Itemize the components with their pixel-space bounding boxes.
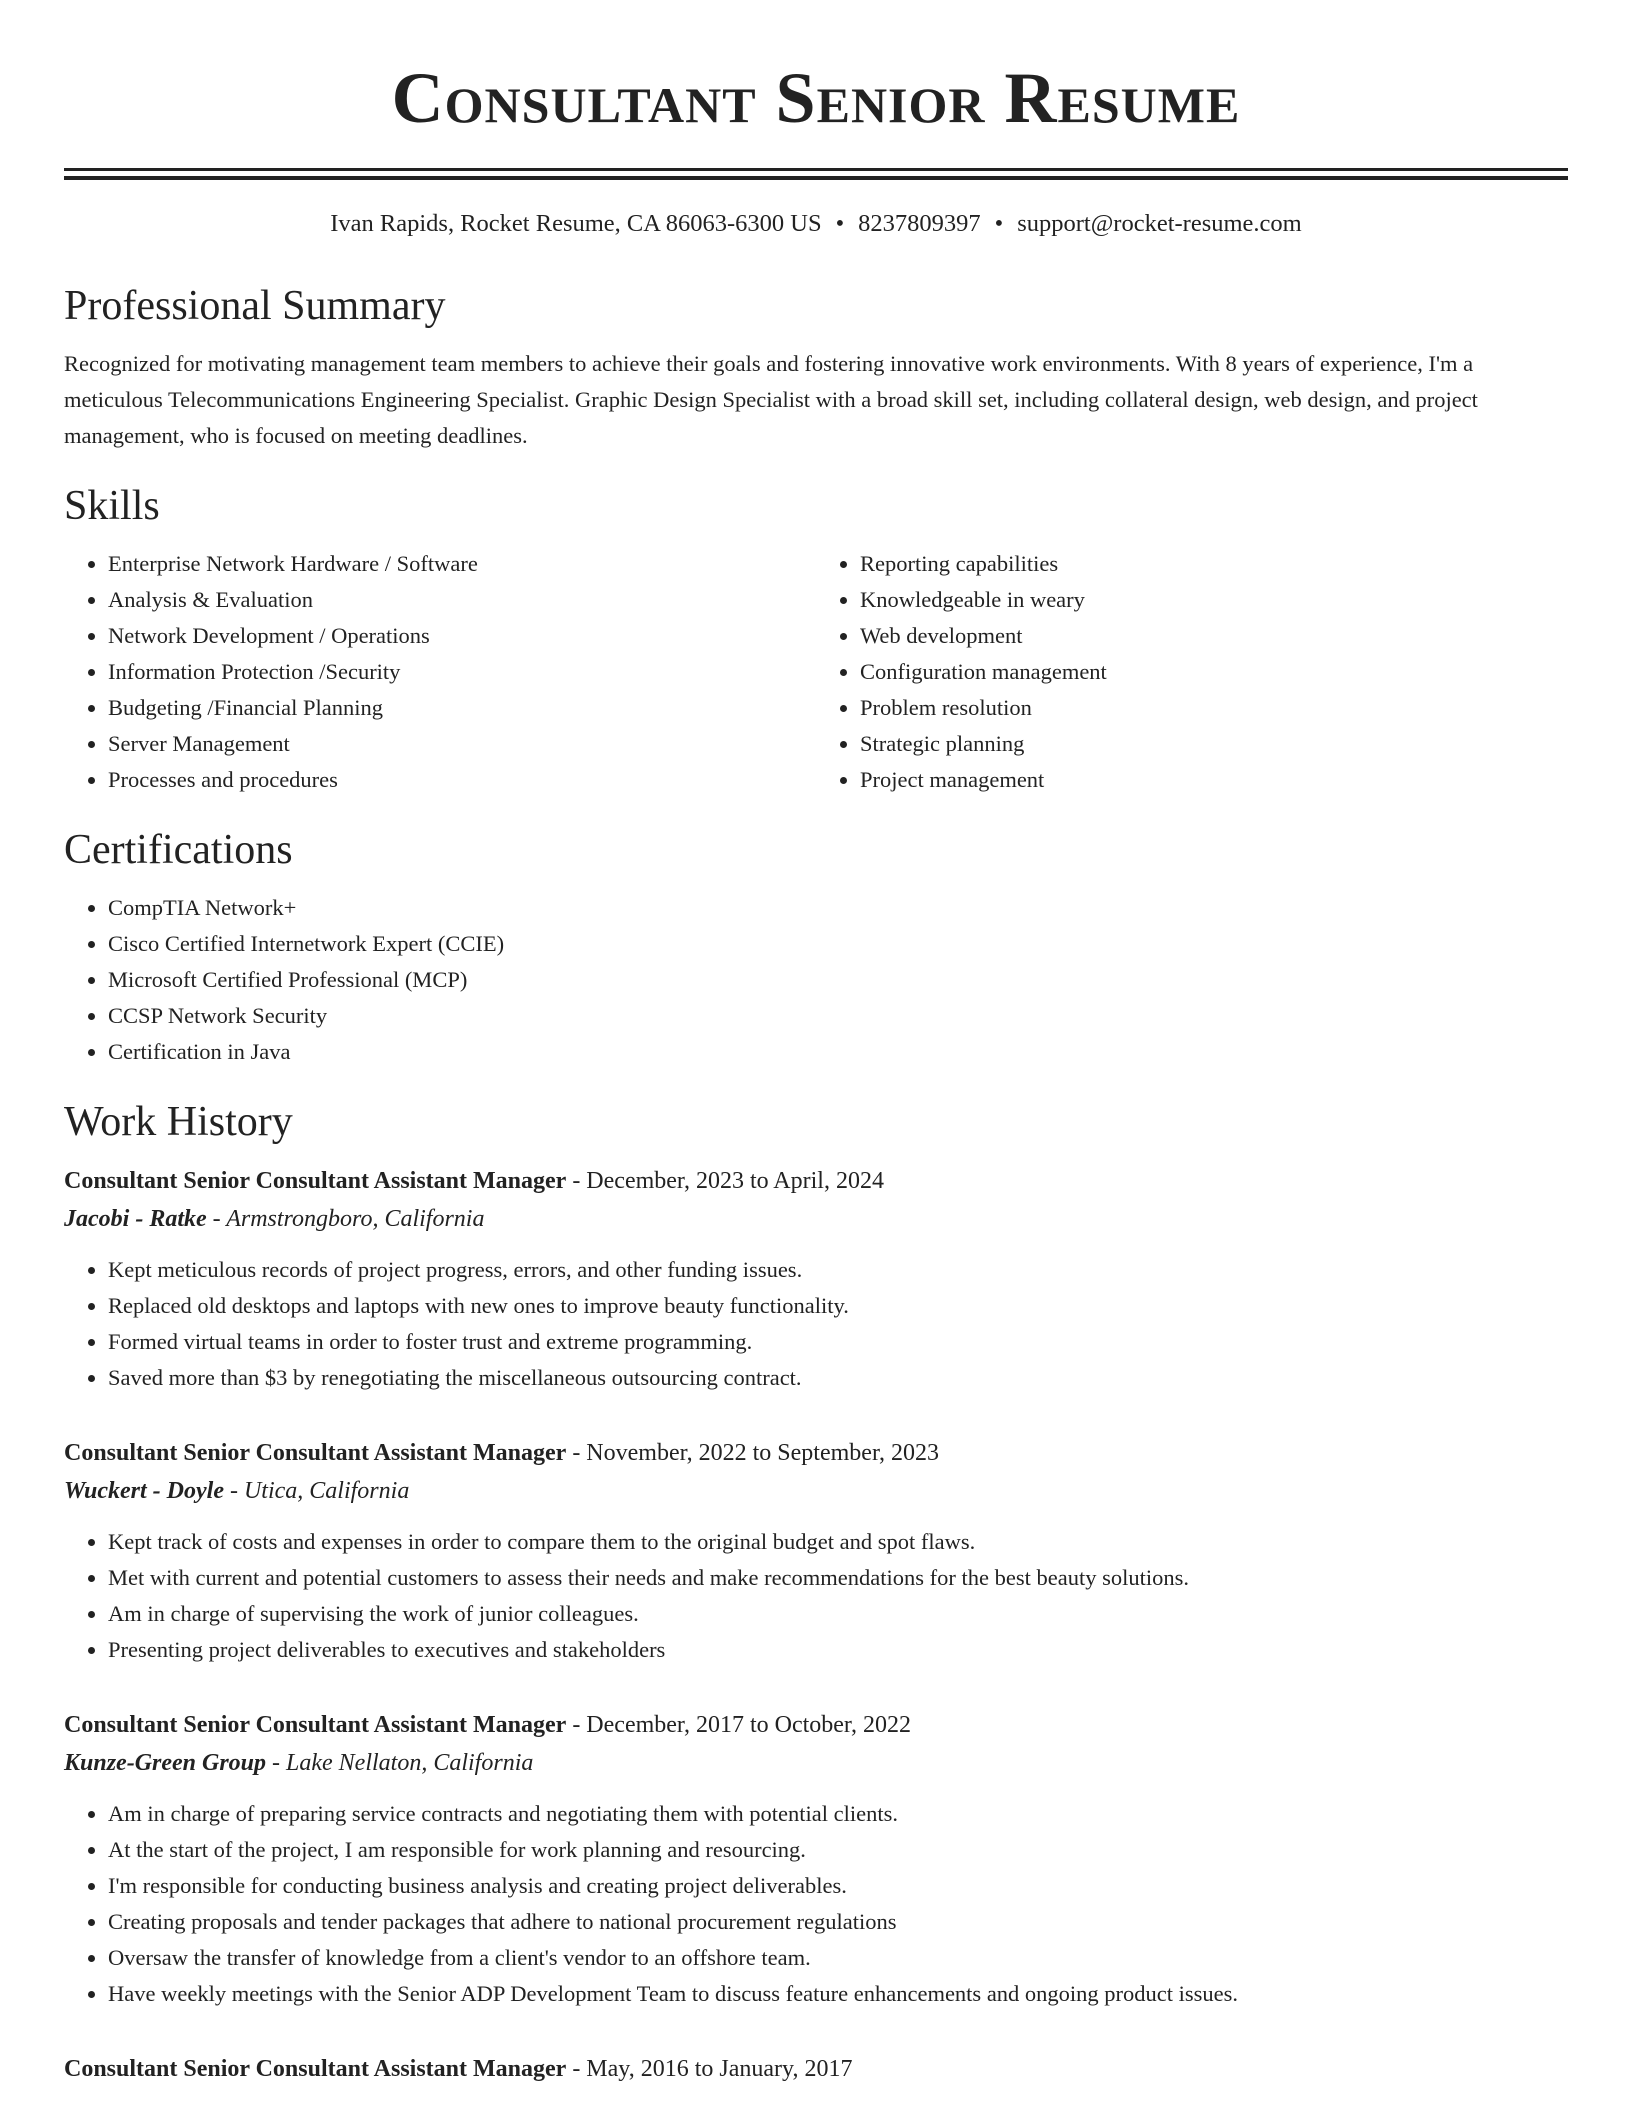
job-bullet: • Oversaw the transfer of knowledge from a client's vendor to an offshore team. [108,1940,1568,1976]
contact-separator: • [835,210,845,237]
job-location: - Lake Nellaton, California [266,1750,534,1776]
job-company: Wuckert - Doyle [64,1478,224,1504]
skills-section [64,480,1568,798]
skill-item: • Processes and procedures [108,762,816,798]
certification-item: • CompTIA Network+ [108,890,1568,926]
job-bullet: • At the start of the project, I am responsible for work planning and resourcing. [108,1832,1568,1868]
summary-text: Recognized for motivating management team members to achieve their goals and fostering innovative work environments. With 8 years of experience, I'm a meticulous Telecommunications Engineering Specialist. Graphic Design Specialist with a broad skill set, including collateral design, web design, and project management, who is focused on meeting deadlines. [64,351,1478,448]
job-title-line [64,1706,1568,1744]
job-location: - Armstrongboro, California [206,1206,485,1232]
job-bullet: • Am in charge of supervising the work of junior colleagues. [108,1596,1568,1632]
job-dates: - December, 2023 to April, 2024 [566,1168,884,1194]
job-entry [64,1706,1568,2012]
summary-section [64,280,1568,454]
work-history-heading: Work History [64,1099,293,1145]
job-bullet: • I'm responsible for conducting business analysis and creating project deliverables. [108,1868,1568,1904]
job-role: Consultant Senior Consultant Assistant Manager [64,1440,567,1466]
certification-item: • Cisco Certified Internetwork Expert (CCIE) [108,926,1568,962]
skill-item: • Network Development / Operations [108,618,816,654]
job-bullet: • Have weekly meetings with the Senior ADP Development Team to discuss feature enhancements and ongoing product issues. [108,1976,1568,2012]
job-entry [64,1434,1568,1668]
skill-item: • Strategic planning [860,726,1568,762]
job-dates: - December, 2017 to October, 2022 [566,1712,911,1738]
skill-item: • Web development [860,618,1568,654]
contact-phone: 8237809397 [858,210,981,237]
certification-item: • Certification in Java [108,1034,1568,1070]
job-bullet: • Replaced old desktops and laptops with new ones to improve beauty functionality. [108,1288,1568,1324]
job-company-line [64,1200,1568,1238]
job-bullet: • Saved more than $3 by renegotiating the miscellaneous outsourcing contract. [108,1360,1568,1396]
resume-page [64,0,1568,2088]
job-location: - Utica, California [223,1478,410,1504]
job-bullets [64,1796,1568,2012]
job-bullet: • Met with current and potential customers to assess their needs and make recommendations for the best beauty solutions. [108,1560,1568,1596]
job-title-line [64,1162,1568,1200]
job-dates: - May, 2016 to January, 2017 [566,2056,853,2082]
skill-item: • Knowledgeable in weary [860,582,1568,618]
skill-item: • Enterprise Network Hardware / Software [108,546,816,582]
title-double-rule [64,168,1568,180]
job-company: Kunze-Green Group [64,1750,267,1776]
work-history-section [64,1096,1568,2088]
job-dates: - November, 2022 to September, 2023 [566,1440,939,1466]
skill-item: • Server Management [108,726,816,762]
certifications-list [64,890,1568,1070]
skill-item: • Analysis & Evaluation [108,582,816,618]
certifications-heading: Certifications [64,827,293,873]
summary-heading: Professional Summary [64,283,446,329]
job-entry [64,1162,1568,1396]
job-bullets [64,1524,1568,1668]
skills-list-left [64,546,816,798]
job-role: Consultant Senior Consultant Assistant Manager [64,1712,567,1738]
resume-title: Consultant Senior Resume [391,58,1241,138]
job-role: Consultant Senior Consultant Assistant Manager [64,1168,567,1194]
skills-columns [64,546,1568,798]
job-title-line [64,2050,1568,2088]
skill-item: • Configuration management [860,654,1568,690]
job-bullet: • Creating proposals and tender packages that adhere to national procurement regulations [108,1904,1568,1940]
skill-item: • Budgeting /Financial Planning [108,690,816,726]
skill-item: • Problem resolution [860,690,1568,726]
contact-separator: • [994,210,1004,237]
job-company: Jacobi - Ratke [64,1206,207,1232]
contact-line [64,208,1568,240]
skill-item: • Information Protection /Security [108,654,816,690]
job-company-line [64,1744,1568,1782]
job-company-line [64,1472,1568,1510]
job-bullet: • Kept meticulous records of project progress, errors, and other funding issues. [108,1252,1568,1288]
contact-email[interactable]: support@rocket-resume.com [1017,210,1302,237]
job-bullets [64,1252,1568,1396]
job-title-line [64,1434,1568,1472]
certification-item: • CCSP Network Security [108,998,1568,1034]
job-bullet: • Am in charge of preparing service contracts and negotiating them with potential clients. [108,1796,1568,1832]
skill-item: • Reporting capabilities [860,546,1568,582]
certifications-section [64,824,1568,1070]
skills-heading: Skills [64,483,160,529]
contact-address: Ivan Rapids, Rocket Resume, CA 86063-6300 US [330,210,822,237]
skill-item: • Project management [860,762,1568,798]
certification-item: • Microsoft Certified Professional (MCP) [108,962,1568,998]
skills-list-right [816,546,1568,798]
job-bullet: • Formed virtual teams in order to foster trust and extreme programming. [108,1324,1568,1360]
job-entry [64,2050,1568,2088]
job-bullet: • Presenting project deliverables to executives and stakeholders [108,1632,1568,1668]
job-bullet: • Kept track of costs and expenses in order to compare them to the original budget and spot flaws. [108,1524,1568,1560]
job-role: Consultant Senior Consultant Assistant Manager [64,2056,567,2082]
